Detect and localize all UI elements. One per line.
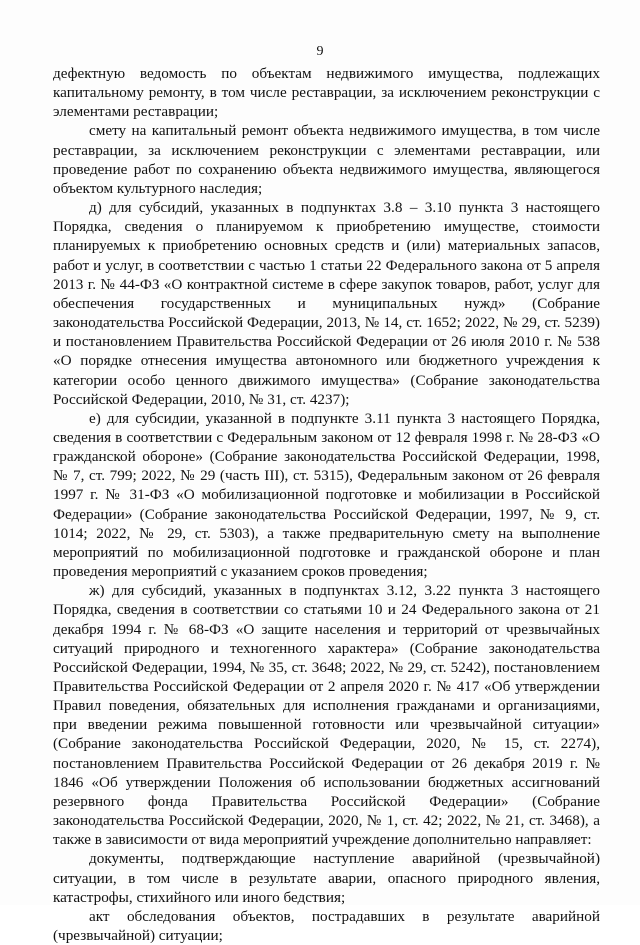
paragraph-defect-statement: дефектную ведомость по объектам недвижимого имущества, подлежащих капитальному ремонту, в том числе реставрации, за исключением реконструкции с элементами реставрации; <box>53 65 600 121</box>
paragraph-repair-estimate: смету на капитальный ремонт объекта недвижимого имущества, в том числе реставрации, за исключением реконструкции с элементами реставрации, или проведение работ по сохранению объекта недвижимого имущества, являющегося объектом культурного наследия; <box>53 122 600 197</box>
paragraph-item-d: д) для субсидий, указанных в подпунктах 3.8 – 3.10 пункта 3 настоящего Порядка, сведения о планируемом к приобретению имуществе, стоимости планируемых к приобретению основных средств и (или) материальных запасов, работ и услуг, в соответствии с частью 1 статьи 22 Федерального закона от 5 апреля 2013 г. № 44-ФЗ «О контрактной системе в сфере закупок товаров, работ, услуг для обеспечения государственных и муниципальных нужд» (Собрание законодательства Российской Федерации, 2013, № 14, ст. 1652; 2022, № 29, ст. 5239) и постановлением Правительства Российской Федерации от 26 июля 2010 г. № 538 «О порядке отнесения имущества автономного или бюджетного учреждения к категории особо ценного движимого имущества» (Собрание законодательства Российской Федерации, 2010, № 31, ст. 4237); <box>53 199 600 408</box>
page-number: 9 <box>316 44 324 59</box>
document-body <box>53 64 600 945</box>
paragraph-item-zh: ж) для субсидий, указанных в подпунктах 3.12, 3.22 пункта 3 настоящего Порядка, сведения в соответствии со статьями 10 и 24 Федерального закона от 21 декабря 1994 г. № 68-ФЗ «О защите населения и территорий от чрезвычайных ситуаций природного и техногенного характера» (Собрание законодательства Российской Федерации, 1994, № 35, ст. 3648; 2022, № 29, ст. 5242), постановлением Правительства Российской Федерации от 2 апреля 2020 г. № 417 «Об утверждении Правил поведения, обязательных для исполнения гражданами и организациями, при введении режима повышенной готовности или чрезвычайной ситуации» (Собрание законодательства Российской Федерации, 2020, № 15, ст. 2274), постановлением Правительства Российской Федерации от 26 декабря 2019 г. № 1846 «Об утверждении Положения об использовании бюджетных ассигнований резервного фонда Правительства Российской Федерации» (Собрание законодательства Российской Федерации, 2020, № 1, ст. 42; 2022, № 21, ст. 3468), а также в зависимости от вида мероприятий учреждение дополнительно направляет: <box>53 582 600 849</box>
paragraph-item-e: е) для субсидии, указанной в подпункте 3.11 пункта 3 настоящего Порядка, сведения в соответствии с Федеральным законом от 12 февраля 1998 г. № 28-ФЗ «О гражданской обороне» (Собрание законодательства Российской Федерации, 1998, № 7, ст. 799; 2022, № 29 (часть III), ст. 5315), Федеральным законом от 26 февраля 1997 г. № 31-ФЗ «О мобилизационной подготовке и мобилизации в Российской Федерации» (Собрание законодательства Российской Федерации, 1997, № 9, ст. 1014; 2022, № 29, ст. 5303), а также предварительную смету на выполнение мероприятий по мобилизационной подготовке и гражданской обороне и план проведения мероприятий с указанием сроков проведения; <box>53 409 600 581</box>
paragraph-inspection-act: акт обследования объектов, пострадавших в результате аварийной (чрезвычайной) ситуации; <box>53 907 600 945</box>
paragraph-emergency-documents: документы, подтверждающие наступление аварийной (чрезвычайной) ситуации, в том числе в результате аварии, опасного природного явления, катастрофы, стихийного или иного бедствия; <box>53 850 600 906</box>
